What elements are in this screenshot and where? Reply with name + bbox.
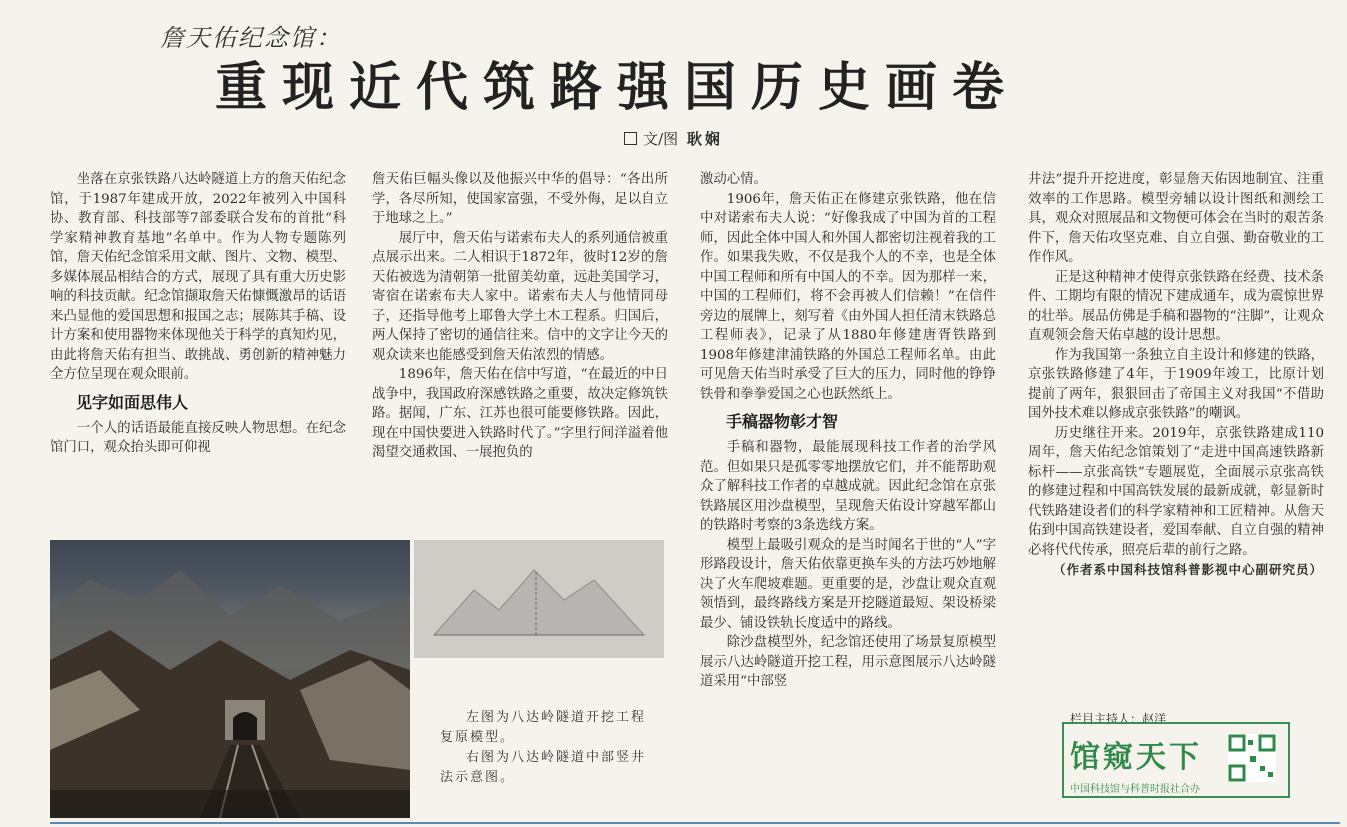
paragraph: 1896年，詹天佑在信中写道，“在最近的中日战争中，我国政府深感铁路之重要，故决定修筑铁路。据闻，广东、江苏也很可能要修铁路。因此，现在中国快要进入铁路时代了。”字里行间洋溢着他渴望交通救国、一展抱负的 [372,367,668,460]
qr-code-icon [1228,734,1276,782]
section-heading: 手稿器物彰才智 [726,412,839,431]
shaft-method-diagram-photo [414,540,664,658]
byline-prefix: 文/图 [643,130,679,148]
mountain-diagram-illustration [414,540,664,658]
text-column-4 [1028,170,1324,700]
paragraph: 展厅中，詹天佑与诺索布夫人的系列通信被重点展示出来。二人相识于1872年，彼时12岁的詹天佑被选为清朝第一批留美幼童，远赴美国学习，寄宿在诺索布夫人家中。诺索布夫人与他情同母子，还指导他考上耶鲁大学土木工程系。归国后，两人保持了密切的通信往来。信中的文字让今天的观众读来也能感受到詹天佑浓烈的情感。 [372,230,668,363]
paragraph: 1906年，詹天佑正在修建京张铁路，他在信中对诺索布夫人说：“好像我成了中国为首的工程师，因此全体中国人和外国人都密切注视着我的工作。如果我失败，不仅是我个人的不幸，也是全体中国工程师和所有中国人的不幸。因为那样一来，中国的工程师们，将不会再被人们信赖！”在信件旁边的展牌上，刻写着《由外国人担任清末铁路总工程师表》，记录了从1880年修建唐胥铁路到1908年修建津浦铁路的外国总工程师名单。由此可见詹天佑当时承受了巨大的压力，同时他的铮铮铁骨和拳拳爱国之心也跃然纸上。 [700,191,996,402]
paragraph: 作为我国第一条独立自主设计和修建的铁路，京张铁路修建了4年，于1909年竣工，比原计划提前了两年，狠狠回击了帝国主义对我国“不借助国外技术难以修成京张铁路”的嘲讽。 [1028,347,1324,421]
column-badge [1062,700,1292,800]
square-icon [624,132,637,145]
paragraph: 一个人的话语最能直接反映人物思想。在纪念馆门口，观众抬头即可仰视 [50,420,346,455]
text-column-3 [700,170,996,815]
caption-line: 右图为八达岭隧道中部竖井法示意图。 [440,750,647,785]
article-headline: 重现近代筑路强国历史画卷 [215,57,1020,118]
paragraph: 激动心情。 [700,172,767,187]
author-note: （作者系中国科技馆科普影视中心副研究员） [1053,562,1324,577]
bottom-rule [50,822,1340,824]
photo-caption [440,708,660,788]
column-organizer: 中国科技馆与科普时报社合办 [1070,784,1200,795]
column-name: 馆窥天下 [1070,740,1202,775]
text-column-2 [372,170,668,520]
paragraph: 手稿和器物，最能展现科技工作者的治学风范。但如果只是孤零零地摆放它们，并不能帮助观众了解科技工作者的卓越成就。因此纪念馆在京张铁路展区用沙盘模型，呈现詹天佑设计穿越军都山的铁路时考察的3条选线方案。 [700,440,996,533]
paragraph: 詹天佑巨幅头像以及他振兴中华的倡导：“各出所学，各尽所知，使国家富强，不受外侮，足以自立于地球之上。” [372,172,668,226]
paragraph: 坐落在京张铁路八达岭隧道上方的詹天佑纪念馆，于1987年建成开放，2022年被列入中国科协、教育部、科技部等7部委联合发布的首批“科学家精神教育基地”名单中。作为人物专题陈列馆，詹天佑纪念馆采用文献、图片、文物、模型、多媒体展品相结合的方式，展现了具有重大历史影响的科技贡献。纪念馆撷取詹天佑慷慨激昂的话语来凸显他的爱国思想和报国之志；展陈其手稿、设计方案和使用器物来体现他关于科学的真知灼见，由此将詹天佑有担当、敢挑战、勇创新的精神魅力全方位呈现在观众眼前。 [50,172,346,382]
article-kicker: 詹天佑纪念馆： [160,24,342,52]
text-column-1 [50,170,346,520]
section-heading: 见字如面思伟人 [76,392,189,412]
tunnel-model-photo [50,540,410,818]
paragraph: 井法”提升开挖进度，彰显詹天佑因地制宜、注重效率的工作思路。模型旁辅以设计图纸和测绘工具，观众对照展品和文物便可体会在当时的艰苦条件下，詹天佑攻坚克难、自立自强、勤奋敬业的工作作风。 [1028,172,1324,265]
paragraph: 历史继往开来。2019年，京张铁路建成110周年，詹天佑纪念馆策划了“走进中国高速铁路新标杆——京张高铁”专题展览，全面展示京张高铁的修建过程和中国高铁发展的最新成就，彰显新时代铁路建设者们的科学家精神和工匠精神。从詹天佑到中国高铁建设者，爱国奉献、自立自强的精神必将代代传承，照亮后辈的前行之路。 [1028,425,1324,558]
paragraph: 正是这种精神才使得京张铁路在经费、技术条件、工期均有限的情况下建成通车，成为震惊世界的壮举。展品仿佛是手稿和器物的“注脚”，让观众直观领会詹天佑卓越的设计思想。 [1028,269,1324,343]
byline-author: 耿娴 [686,130,723,148]
paragraph: 模型上最吸引观众的是当时闻名于世的“人”字形路段设计，詹天佑依靠更换车头的方法巧妙地解决了火车爬坡难题。更重要的是，沙盘让观众直观领悟到，最终路线方案是开挖隧道最短、架设桥梁最少、铺设铁轨长度适中的路线。 [700,537,996,631]
paragraph: 除沙盘模型外，纪念馆还使用了场景复原模型展示八达岭隧道开挖工程，用示意图展示八达岭隧道采用“中部竖 [700,635,996,689]
caption-line: 左图为八达岭隧道开挖工程复原模型。 [440,710,647,745]
tunnel-model-illustration [50,540,410,818]
column-host: 栏目主持人：赵洋 [1070,712,1167,726]
byline [0,128,1347,152]
